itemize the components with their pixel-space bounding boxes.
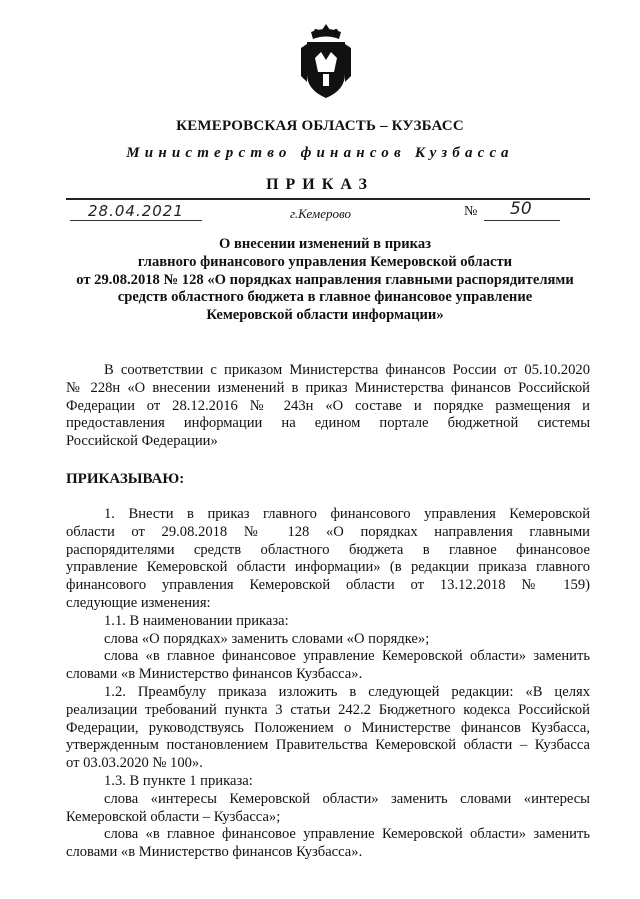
order-items xyxy=(66,506,590,862)
document-type: ПРИКАЗ xyxy=(266,176,374,193)
title-line: Кемеровской области информации» xyxy=(206,307,444,324)
text-line: Кемеровской области – Кузбасса»; xyxy=(66,808,281,825)
text-line: реализации требований пункта 3 статьи 242.2 Бюджетного кодекса Российской xyxy=(66,701,590,718)
title-line: О внесении изменений в приказ xyxy=(218,236,431,252)
coat-of-arms-emblem xyxy=(297,22,355,102)
order-heading: ПРИКАЗЫВАЮ: xyxy=(66,471,185,487)
number-underline xyxy=(484,220,560,221)
city: г.Кемерово xyxy=(290,206,351,221)
text-line: слова «интересы Кемеровской области» заменить словами «интересы xyxy=(104,790,590,807)
region-name: КЕМЕРОВСКАЯ ОБЛАСТЬ – КУЗБАСС xyxy=(176,118,464,134)
text-line: утвержденным постановлением Правительства Кемеровской области – Кузбасса xyxy=(66,737,590,754)
text-line: Федерации от 28.12.2016 № 243н «О составе и порядке размещения и xyxy=(66,397,590,414)
text-line: области от 29.08.2018 № 128 «О порядках направления главными xyxy=(66,523,590,540)
text-line: управление Кемеровской области информации» (в редакции приказа главного xyxy=(66,559,590,576)
text-line: Федерации, руководствуясь Положением о Министерстве финансов Кузбасса, xyxy=(66,719,590,736)
text-line: слова «в главное финансовое управление Кемеровской области» заменить xyxy=(104,648,590,665)
number-label: № xyxy=(464,204,478,219)
text-line: предоставления информации на едином портале бюджетной системы xyxy=(66,415,590,432)
text-line: от 03.03.2020 № 100». xyxy=(66,755,203,772)
title-line: главного финансового управления Кемеровской области xyxy=(137,253,513,270)
document-title xyxy=(60,236,590,325)
preamble-paragraph xyxy=(66,362,590,451)
text-line: 1.3. В пункте 1 приказа: xyxy=(104,772,253,789)
text-line: 1.2. Преамбулу приказа изложить в следующей редакции: «В целях xyxy=(104,683,590,700)
date-underline xyxy=(70,220,202,221)
text-line: словами «в Министерство финансов Кузбасса». xyxy=(66,666,363,683)
text-line: № 228н «О внесении изменений в приказ Министерства финансов Российской xyxy=(66,379,590,396)
ministry-name: Министерство финансов Кузбасса xyxy=(126,145,514,161)
text-line: В соответствии с приказом Министерства финансов России от 05.10.2020 xyxy=(104,362,590,378)
text-line: 1.1. В наименовании приказа: xyxy=(104,612,289,629)
text-line: финансового управления Кемеровской области от 13.12.2018 № 159) xyxy=(66,577,590,594)
text-line: слова «О порядках» заменить словами «О порядке»; xyxy=(104,630,430,647)
text-line: распорядителями средств областного бюджета в главное финансовое xyxy=(66,541,590,558)
handwritten-date: 28.04.2021 xyxy=(88,202,184,220)
text-line: слова «в главное финансовое управление Кемеровской области» заменить xyxy=(104,826,590,843)
text-line: Российской Федерации» xyxy=(66,433,218,450)
text-line: 1. Внести в приказ главного финансового управления Кемеровской xyxy=(104,506,590,522)
title-line: от 29.08.2018 № 128 «О порядках направления главными распорядителями xyxy=(76,271,574,288)
handwritten-number: 50 xyxy=(510,199,532,219)
title-line: средств областного бюджета в главное финансовое управление xyxy=(117,289,533,306)
text-line: словами «в Министерство финансов Кузбасса». xyxy=(66,844,363,861)
text-line: следующие изменения: xyxy=(66,594,211,611)
